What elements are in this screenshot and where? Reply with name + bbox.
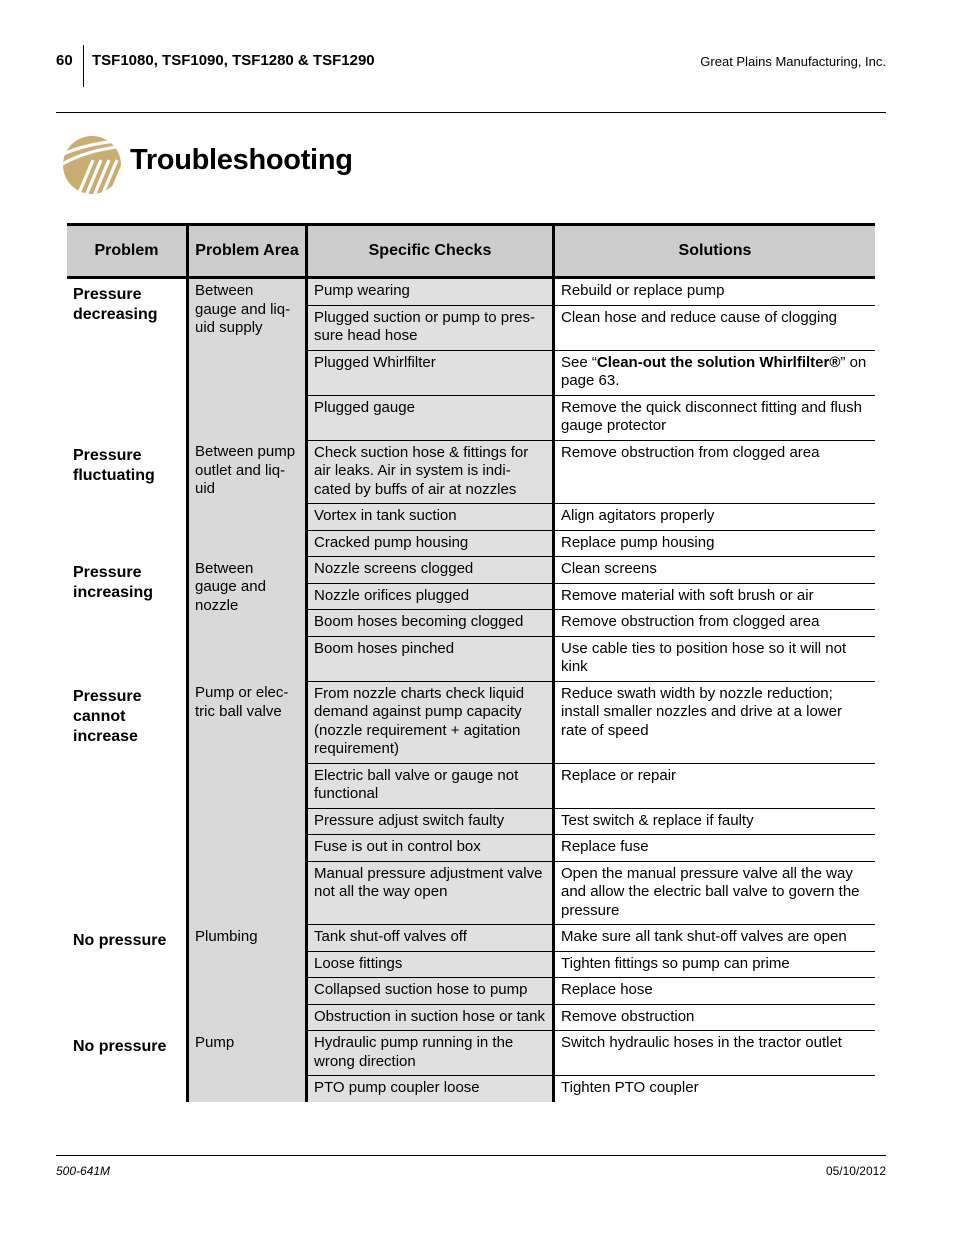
problem-area-cell: Between pump outlet and liq-uid bbox=[188, 440, 307, 557]
column-header-problem: Problem bbox=[67, 225, 188, 278]
table-row bbox=[67, 681, 875, 763]
section-title: Troubleshooting bbox=[130, 144, 353, 176]
table-row bbox=[67, 278, 875, 306]
problem-cell: No pressure bbox=[73, 1037, 167, 1055]
check-cell: Nozzle orifices plugged bbox=[307, 583, 554, 610]
problem-cell: Pressure cannot increase bbox=[73, 688, 142, 745]
solution-cell: Replace hose bbox=[554, 978, 876, 1005]
solution-text-pre: See “ bbox=[561, 353, 597, 371]
revision-date: 05/10/2012 bbox=[825, 1164, 886, 1178]
problem-cell: Pressure decreasing bbox=[73, 286, 158, 323]
solution-cell: Tighten fittings so pump can prime bbox=[554, 951, 876, 978]
solution-cell: Remove obstruction from clogged area bbox=[554, 440, 876, 504]
check-cell: Electric ball valve or gauge not functional bbox=[307, 763, 554, 808]
check-cell: Boom hoses pinched bbox=[307, 636, 554, 681]
problem-area-cell: Between gauge and liq-uid supply bbox=[188, 278, 307, 441]
check-cell: PTO pump coupler loose bbox=[307, 1076, 554, 1102]
column-header-solutions: Solutions bbox=[554, 225, 876, 278]
check-cell: Check suction hose & fittings for air leaks. Air in system is indi-cated by buffs of air at nozzles bbox=[307, 440, 554, 504]
solution-cell bbox=[554, 350, 876, 395]
problem-area-cell: Plumbing bbox=[188, 925, 307, 1031]
problem-area-cell: Between gauge and nozzle bbox=[188, 557, 307, 682]
column-header-problem-area: Problem Area bbox=[188, 225, 307, 278]
solution-cell: Replace pump housing bbox=[554, 530, 876, 557]
troubleshooting-table bbox=[67, 223, 875, 1102]
check-cell: Plugged Whirlfilter bbox=[307, 350, 554, 395]
problem-cell: Pressure fluctuating bbox=[73, 447, 155, 484]
problem-area-cell: Pump or elec-tric ball valve bbox=[188, 681, 307, 925]
solution-cell: Clean screens bbox=[554, 557, 876, 584]
check-cell: Loose fittings bbox=[307, 951, 554, 978]
header-rule bbox=[56, 112, 886, 113]
solution-cell: Clean hose and reduce cause of clogging bbox=[554, 305, 876, 350]
solution-cell: Rebuild or replace pump bbox=[554, 278, 876, 306]
header-divider bbox=[83, 45, 84, 87]
problem-cell: No pressure bbox=[73, 931, 167, 949]
solution-cell: Switch hydraulic hoses in the tractor outlet bbox=[554, 1031, 876, 1076]
table-row bbox=[67, 440, 875, 504]
check-cell: Tank shut-off valves off bbox=[307, 925, 554, 952]
solution-cell: Test switch & replace if faulty bbox=[554, 808, 876, 835]
document-number: 500-641M bbox=[56, 1164, 111, 1178]
check-cell: Manual pressure adjustment valve not all the way open bbox=[307, 861, 554, 925]
solution-cell: Align agitators properly bbox=[554, 504, 876, 531]
check-cell: Plugged suction or pump to pres-sure head hose bbox=[307, 305, 554, 350]
check-cell: Pump wearing bbox=[307, 278, 554, 306]
check-cell: Nozzle screens clogged bbox=[307, 557, 554, 584]
column-header-specific-checks: Specific Checks bbox=[307, 225, 554, 278]
check-cell: Boom hoses becoming clogged bbox=[307, 610, 554, 637]
solution-text-post: ” on page 63. bbox=[561, 353, 867, 389]
solution-cell: Make sure all tank shut-off valves are open bbox=[554, 925, 876, 952]
check-cell: Obstruction in suction hose or tank bbox=[307, 1004, 554, 1031]
problem-area-cell: Pump bbox=[188, 1031, 307, 1102]
table-row bbox=[67, 925, 875, 952]
page-number: 60 bbox=[56, 52, 73, 69]
great-plains-logo-icon bbox=[63, 136, 121, 194]
table-row bbox=[67, 557, 875, 584]
check-cell: Pressure adjust switch faulty bbox=[307, 808, 554, 835]
solution-cell: Remove the quick disconnect fitting and flush gauge protector bbox=[554, 395, 876, 440]
footer-rule bbox=[56, 1155, 886, 1156]
solution-cell: Reduce swath width by nozzle reduction; install smaller nozzles and drive at a lower rate of speed bbox=[554, 681, 876, 763]
solution-cell: Use cable ties to position hose so it will not kink bbox=[554, 636, 876, 681]
solution-cell: Replace fuse bbox=[554, 835, 876, 862]
check-cell: Collapsed suction hose to pump bbox=[307, 978, 554, 1005]
check-cell: Plugged gauge bbox=[307, 395, 554, 440]
manual-models-title: TSF1080, TSF1090, TSF1280 & TSF1290 bbox=[92, 52, 375, 69]
problem-cell: Pressure increasing bbox=[73, 563, 154, 601]
solution-cell: Remove obstruction from clogged area bbox=[554, 610, 876, 637]
company-name: Great Plains Manufacturing, Inc. bbox=[700, 54, 886, 69]
check-cell: Vortex in tank suction bbox=[307, 504, 554, 531]
solution-cell: Open the manual pressure valve all the way and allow the electric ball valve to govern the pressure bbox=[554, 861, 876, 925]
check-cell: Fuse is out in control box bbox=[307, 835, 554, 862]
solution-cell: Tighten PTO coupler bbox=[554, 1076, 876, 1102]
check-cell: Cracked pump housing bbox=[307, 530, 554, 557]
cross-reference-link[interactable]: Clean-out the solution Whirlfilter® bbox=[596, 353, 841, 371]
check-cell: Hydraulic pump running in the wrong direction bbox=[307, 1031, 554, 1076]
check-cell: From nozzle charts check liquid demand against pump capacity (nozzle requirement + agitation requirement) bbox=[307, 681, 554, 763]
solution-cell: Remove material with soft brush or air bbox=[554, 583, 876, 610]
solution-cell: Remove obstruction bbox=[554, 1004, 876, 1031]
table-row bbox=[67, 1031, 875, 1076]
solution-cell: Replace or repair bbox=[554, 763, 876, 808]
